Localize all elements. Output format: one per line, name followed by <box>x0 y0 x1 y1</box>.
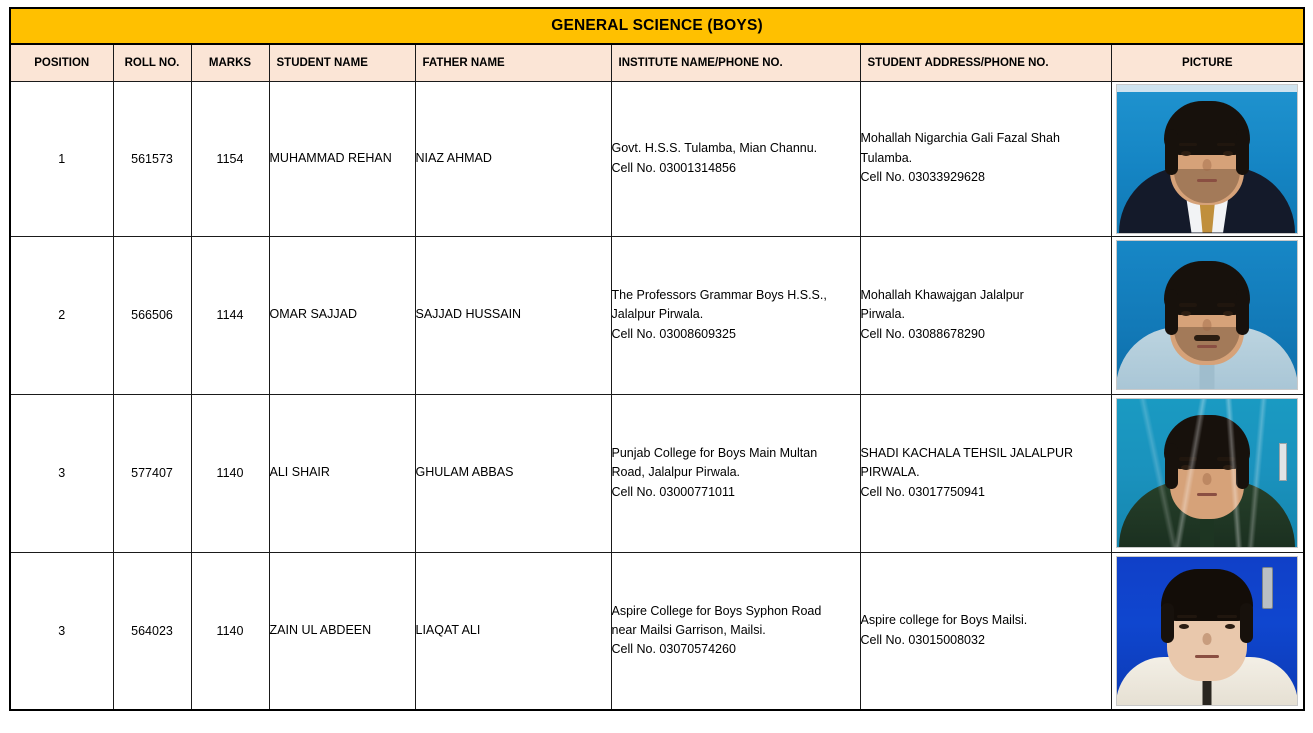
institute-line: near Mailsi Garrison, Mailsi. <box>611 623 766 638</box>
column-header-student-name: STUDENT NAME <box>269 44 415 81</box>
address-line: Mohallah Khawajgan Jalalpur <box>860 287 1024 302</box>
cell-institute <box>611 81 860 236</box>
cell-roll-no: 561573 <box>113 81 191 236</box>
institute-line: Cell No. 03070574260 <box>611 642 736 657</box>
cell-address <box>860 236 1111 394</box>
cell-institute <box>611 236 860 394</box>
page-title: GENERAL SCIENCE (BOYS) <box>10 8 1304 44</box>
column-header-institute: INSTITUTE NAME/PHONE NO. <box>611 44 860 81</box>
address-line: Tulamba. <box>860 150 913 165</box>
institute-line: The Professors Grammar Boys H.S.S., <box>611 287 827 302</box>
table-title-row <box>10 8 1304 44</box>
address-line: SHADI KACHALA TEHSIL JALALPUR <box>860 445 1074 460</box>
cell-marks: 1140 <box>191 394 269 552</box>
student-photo <box>1116 240 1298 390</box>
column-header-address: STUDENT ADDRESS/PHONE NO. <box>860 44 1111 81</box>
cell-position: 3 <box>10 394 113 552</box>
institute-line: Govt. H.S.S. Tulamba, Mian Channu. <box>611 141 818 156</box>
cell-student-name: ALI SHAIR <box>269 394 415 552</box>
table-row <box>10 81 1304 236</box>
cell-picture <box>1111 394 1304 552</box>
student-photo <box>1116 84 1298 234</box>
cell-father-name: NIAZ AHMAD <box>415 81 611 236</box>
table-row <box>10 552 1304 710</box>
institute-line: Punjab College for Boys Main Multan <box>611 445 818 460</box>
cell-father-name: SAJJAD HUSSAIN <box>415 236 611 394</box>
address-line: Cell No. 03015008032 <box>860 632 985 647</box>
student-photo <box>1116 398 1298 548</box>
position-holders-table <box>9 7 1305 711</box>
table-row <box>10 394 1304 552</box>
cell-picture <box>1111 81 1304 236</box>
cell-address <box>860 81 1111 236</box>
column-header-picture: PICTURE <box>1111 44 1304 81</box>
cell-marks: 1154 <box>191 81 269 236</box>
institute-line: Jalalpur Pirwala. <box>611 307 704 322</box>
cell-student-name: MUHAMMAD REHAN <box>269 81 415 236</box>
address-line: PIRWALA. <box>860 465 920 480</box>
cell-position: 3 <box>10 552 113 710</box>
address-line: Cell No. 03033929628 <box>860 170 985 185</box>
address-line: Aspire college for Boys Mailsi. <box>860 613 1028 628</box>
cell-marks: 1144 <box>191 236 269 394</box>
column-header-father-name: FATHER NAME <box>415 44 611 81</box>
address-line: Cell No. 03017750941 <box>860 484 985 499</box>
cell-institute <box>611 394 860 552</box>
cell-picture <box>1111 236 1304 394</box>
institute-line: Cell No. 03008609325 <box>611 326 736 341</box>
cell-position: 1 <box>10 81 113 236</box>
institute-line: Road, Jalalpur Pirwala. <box>611 465 741 480</box>
institute-line: Aspire College for Boys Syphon Road <box>611 603 822 618</box>
table-header-row <box>10 44 1304 81</box>
cell-marks: 1140 <box>191 552 269 710</box>
table-row <box>10 236 1304 394</box>
cell-picture <box>1111 552 1304 710</box>
address-line: Mohallah Nigarchia Gali Fazal Shah <box>860 131 1060 146</box>
cell-address <box>860 552 1111 710</box>
cell-position: 2 <box>10 236 113 394</box>
column-header-roll-no: ROLL NO. <box>113 44 191 81</box>
cell-student-name: ZAIN UL ABDEEN <box>269 552 415 710</box>
cell-roll-no: 577407 <box>113 394 191 552</box>
cell-roll-no: 566506 <box>113 236 191 394</box>
cell-student-name: OMAR SAJJAD <box>269 236 415 394</box>
student-photo <box>1116 556 1298 706</box>
column-header-marks: MARKS <box>191 44 269 81</box>
institute-line: Cell No. 03000771011 <box>611 484 735 499</box>
cell-roll-no: 564023 <box>113 552 191 710</box>
cell-father-name: GHULAM ABBAS <box>415 394 611 552</box>
cell-father-name: LIAQAT ALI <box>415 552 611 710</box>
cell-institute <box>611 552 860 710</box>
address-line: Pirwala. <box>860 307 905 322</box>
column-header-position: POSITION <box>10 44 113 81</box>
photo-clip-icon <box>1262 567 1273 609</box>
address-line: Cell No. 03088678290 <box>860 326 985 341</box>
institute-line: Cell No. 03001314856 <box>611 160 736 175</box>
cell-address <box>860 394 1111 552</box>
